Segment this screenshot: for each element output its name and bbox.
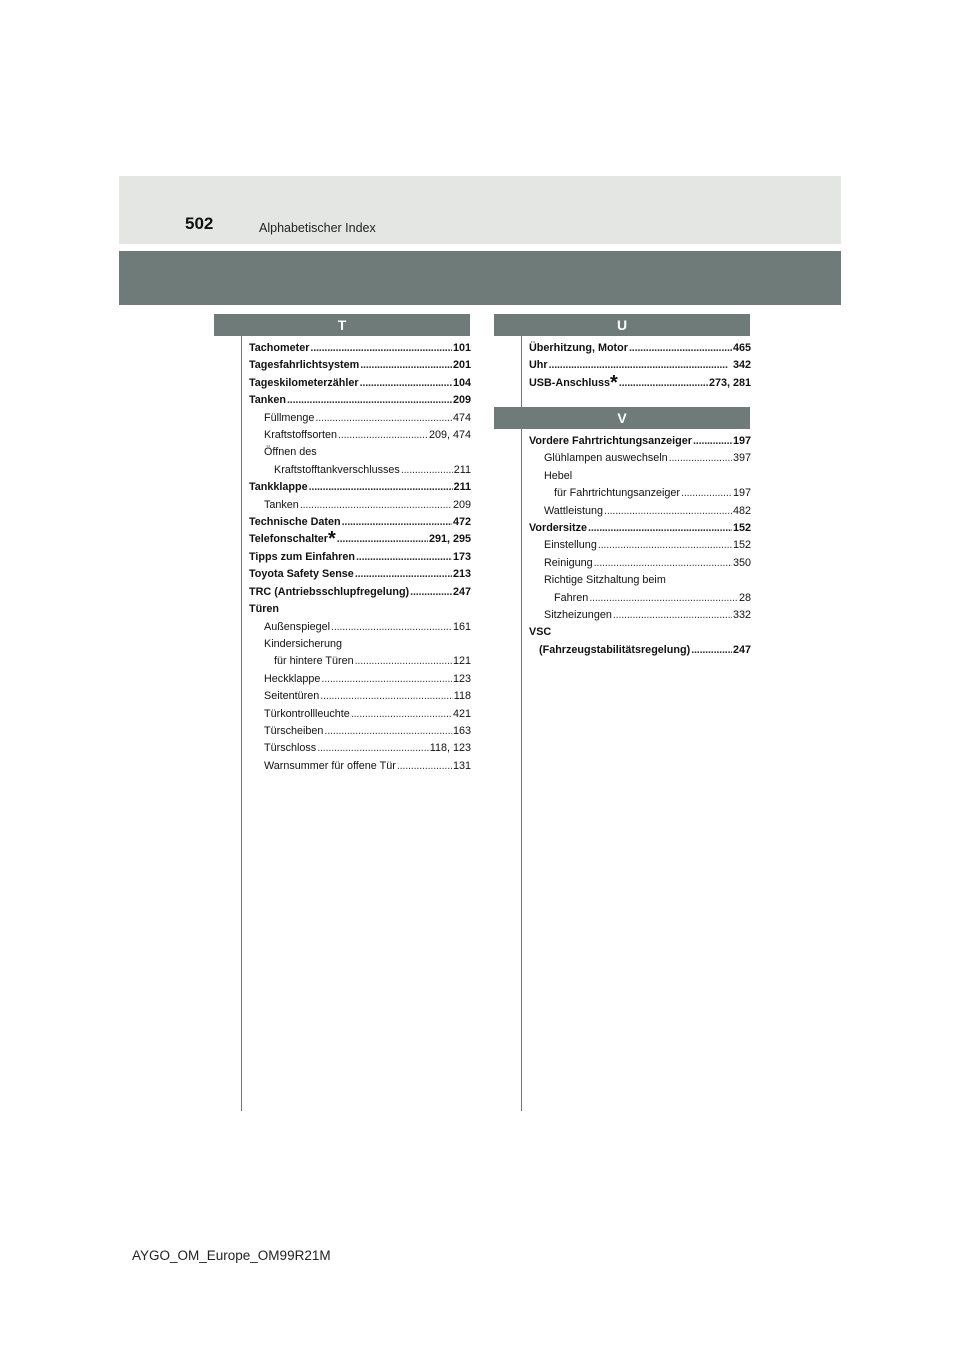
index-subentry: Außenspiegel . . . 161 xyxy=(249,619,471,636)
index-subentry: Türkontrollleuchte . . . 421 xyxy=(249,706,471,723)
index-subentry: Seitentüren . . . 118 xyxy=(249,688,471,705)
index-subentry: Reinigung . . . 350 xyxy=(529,555,751,572)
index-entry: Tankklappe . . . 211 xyxy=(249,479,471,496)
index-subentry: Öffnen des xyxy=(264,446,317,459)
section-title: Alphabetischer Index xyxy=(259,221,376,235)
index-entry: USB-Anschluss * . . . 273, 281 xyxy=(529,375,751,392)
column-rule-left xyxy=(241,336,242,1111)
letter-heading-v: V xyxy=(494,407,750,429)
index-entry: Technische Daten . . . 472 xyxy=(249,514,471,531)
letter-heading-u: U xyxy=(494,314,750,336)
letter-heading-t: T xyxy=(214,314,470,336)
index-entry: Toyota Safety Sense . . . 213 xyxy=(249,566,471,583)
index-entry: Überhitzung, Motor . . . 465 xyxy=(529,340,751,357)
index-entry: Tipps zum Einfahren . . . 173 xyxy=(249,549,471,566)
index-subentry: Wattleistung . . . 482 xyxy=(529,503,751,520)
index-entry: Tanken . . . 209 xyxy=(249,392,471,409)
index-entry: TRC (Antriebsschlupfregelung) . . . 247 xyxy=(249,584,471,601)
index-column-v xyxy=(529,433,751,659)
index-subentry: Kindersicherung xyxy=(264,637,343,650)
index-subentry: Sitzheizungen . . . 332 xyxy=(529,607,751,624)
index-entry: (Fahrzeugstabilitätsregelung) . . . 247 xyxy=(529,642,751,659)
header-band xyxy=(119,176,841,244)
index-entry: Tageskilometerzähler . . . 104 xyxy=(249,375,471,392)
index-subentry: Fahren . . . 28 xyxy=(529,590,751,607)
index-subentry: Kraftstofftankverschlusses . . . 211 xyxy=(249,462,471,479)
index-entry: Uhr . . . 342 xyxy=(529,357,751,374)
index-entry: VSC xyxy=(529,626,552,639)
index-entry: Tachometer . . . 101 xyxy=(249,340,471,357)
index-entry: Vordersitze . . . 152 xyxy=(529,520,751,537)
index-subentry: Einstellung . . . 152 xyxy=(529,537,751,554)
index-subentry: Richtige Sitzhaltung beim xyxy=(544,574,666,587)
page-number: 502 xyxy=(185,214,214,233)
index-subentry: Heckklappe . . . 123 xyxy=(249,671,471,688)
index-entry: Türen xyxy=(249,603,279,616)
index-column-u xyxy=(529,340,751,392)
index-subentry: Hebel xyxy=(544,469,573,482)
index-subentry: Glühlampen auswechseln . . . 397 xyxy=(529,450,751,467)
index-subentry: Warnsummer für offene Tür . . . 131 xyxy=(249,758,471,775)
index-subentry: für hintere Türen . . . 121 xyxy=(249,653,471,670)
index-subentry: Tanken . . . 209 xyxy=(249,497,471,514)
index-subentry: Türscheiben . . . 163 xyxy=(249,723,471,740)
index-subentry: Türschloss . . . 118, 123 xyxy=(249,740,471,757)
index-entry: Telefonschalter * . . . 291, 295 xyxy=(249,531,471,548)
index-entry: Tagesfahrlichtsystem . . . 201 xyxy=(249,357,471,374)
index-subentry: Kraftstoffsorten . . . 209, 474 xyxy=(249,427,471,444)
index-entry: Vordere Fahrtrichtungsanzeiger . . . 197 xyxy=(529,433,751,450)
index-subentry: für Fahrtrichtungsanzeiger . . . 197 xyxy=(529,485,751,502)
column-rule-right xyxy=(521,336,522,1111)
index-subentry: Füllmenge . . . 474 xyxy=(249,410,471,427)
index-column-t xyxy=(249,340,471,775)
header-dark-band xyxy=(119,251,841,305)
document-id: AYGO_OM_Europe_OM99R21M xyxy=(132,1248,331,1263)
